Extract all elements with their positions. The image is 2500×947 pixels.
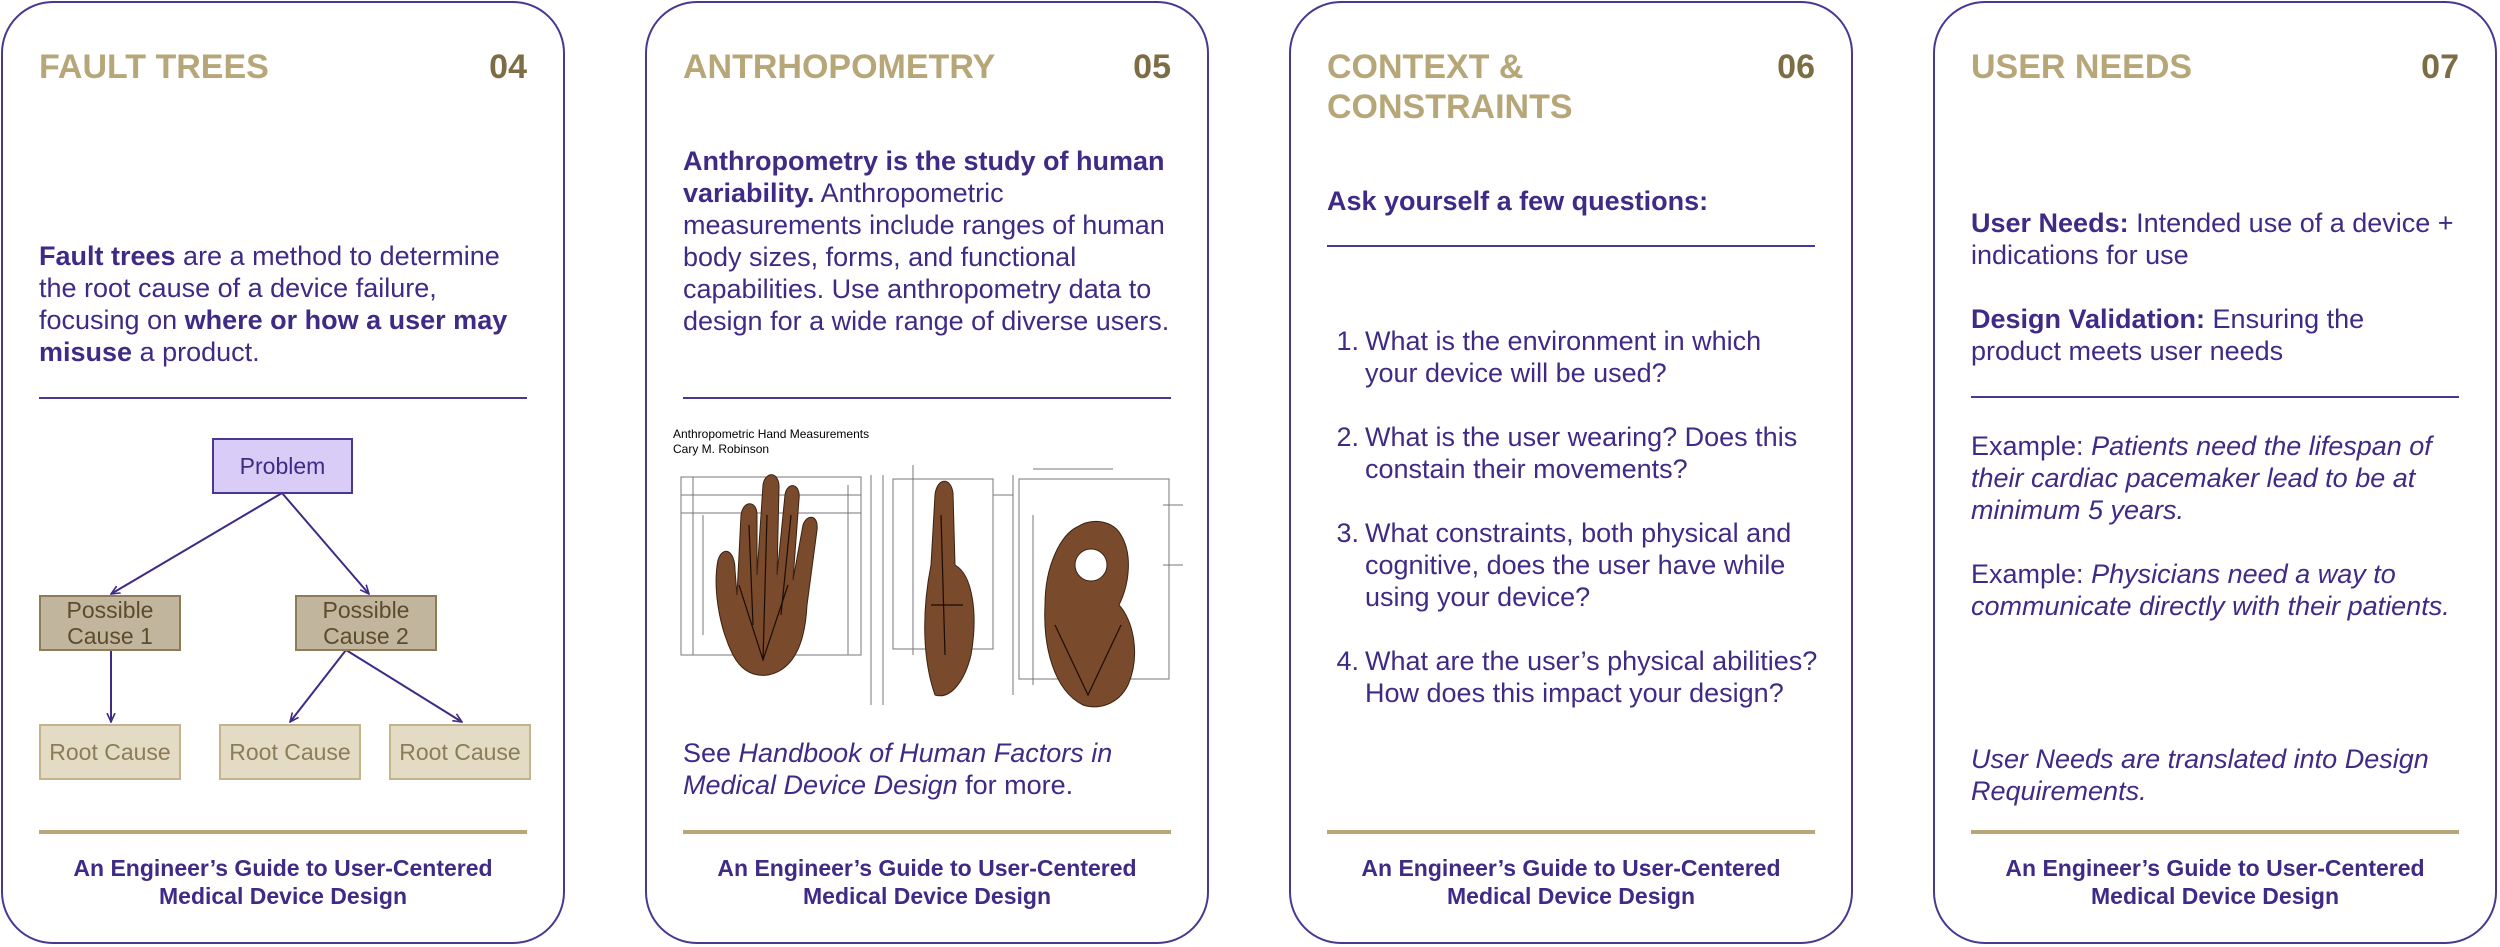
- intro-bold: Anthropometry is the study of human variability.: [683, 146, 1165, 208]
- question-text: What is the user wearing? Does this constain their movements?: [1365, 422, 1798, 484]
- edge-cause2-root2: [290, 650, 346, 722]
- figure-author: Cary M. Robinson: [673, 442, 770, 456]
- example-text: Physicians need a way to communicate directly with their patients.: [1971, 559, 2450, 621]
- example-label: Example:: [1971, 559, 2092, 589]
- footer-divider: [683, 830, 1171, 834]
- card-header: [683, 47, 1171, 147]
- footer-divider: [1327, 830, 1815, 834]
- term-design-validation: Design Validation:: [1971, 304, 2206, 334]
- footer-divider: [39, 830, 527, 834]
- node-cause1-label: Possible Cause 1: [66, 597, 154, 649]
- card-footer: An Engineer’s Guide to User-Centered Medical Device Design: [2005, 855, 2425, 909]
- node-cause2-label: Possible Cause 2: [322, 597, 410, 649]
- card-footer: An Engineer’s Guide to User-Centered Medical Device Design: [73, 855, 493, 909]
- reference-note: [683, 737, 1171, 801]
- questions-list: [1327, 325, 1821, 745]
- card-header: [1327, 47, 1815, 147]
- node-root3-label: Root Cause: [399, 739, 521, 765]
- hand-measurements-figure: [673, 427, 1187, 717]
- list-number: 4.: [1336, 646, 1359, 676]
- node-root-cause-2: [219, 724, 361, 780]
- intro-text: are a method to determine the root cause of a device failure, focusing on: [39, 241, 500, 335]
- example-2: [1971, 558, 2459, 622]
- card-anthropometry: [645, 1, 1209, 944]
- questions-prompt: Ask yourself a few questions:: [1327, 186, 1709, 216]
- card-number: 07: [2421, 48, 2459, 86]
- example-text: Patients need the lifespan of their cardiac pacemaker lead to be at minimum 5 years.: [1971, 431, 2432, 525]
- edge-cause2-root3: [346, 650, 462, 722]
- handbook-title: Handbook of Human Factors in Medical Device Design: [683, 738, 1113, 800]
- definition-user-needs: [1971, 207, 2459, 271]
- question-text: What are the user’s physical abilities? How does this impact your design?: [1365, 646, 1818, 708]
- example-label: Example:: [1971, 431, 2092, 461]
- list-number: 2.: [1336, 422, 1359, 452]
- card-title: FAULT TREES: [39, 48, 269, 86]
- card-title: ANTRHOPOMETRY: [683, 48, 996, 86]
- node-possible-cause-1: [39, 595, 181, 651]
- question-text: What is the environment in which your device will be used?: [1365, 326, 1762, 388]
- card-footer: An Engineer’s Guide to User-Centered Medical Device Design: [717, 855, 1137, 909]
- edge-problem-cause1: [111, 493, 282, 594]
- question-text: What constraints, both physical and cognitive, does the user have while using your device?: [1365, 518, 1792, 612]
- card-number: 04: [489, 48, 527, 86]
- card-header: [1971, 47, 2459, 147]
- term-fault-trees: Fault trees: [39, 241, 176, 271]
- definition-text: Ensuring the product meets user needs: [1971, 304, 2365, 366]
- emphasis-misuse: where or how a user may misuse: [39, 305, 508, 367]
- term-user-needs: User Needs:: [1971, 208, 2129, 238]
- list-number: 1.: [1336, 326, 1359, 356]
- closing-note: User Needs are translated into Design Requirements.: [1971, 744, 2429, 806]
- node-root-cause-3: [389, 724, 531, 780]
- see-suffix: for more.: [957, 770, 1074, 800]
- divider: [1971, 396, 2459, 398]
- card-intro: [683, 145, 1171, 337]
- card-title: CONTEXT & CONSTRAINTS: [1327, 48, 1573, 126]
- edge-problem-cause2: [282, 493, 369, 594]
- hand-illustration: [673, 455, 1187, 717]
- example-1: [1971, 430, 2459, 526]
- card-number: 06: [1777, 48, 1815, 86]
- card-title: USER NEEDS: [1971, 48, 2193, 86]
- card-user-needs: [1933, 1, 2497, 944]
- divider: [1327, 245, 1815, 247]
- card-fault-trees: [1, 1, 565, 944]
- definition-text: Intended use of a device + indications for use: [1971, 208, 2454, 270]
- intro-text-end: a product.: [132, 337, 260, 367]
- figure-title: Anthropometric Hand Measurements: [673, 427, 870, 441]
- node-root1-label: Root Cause: [49, 739, 171, 765]
- footer-divider: [1971, 830, 2459, 834]
- list-number: 3.: [1336, 518, 1359, 548]
- card-footer: An Engineer’s Guide to User-Centered Medical Device Design: [1361, 855, 1781, 909]
- intro-text: Anthropometric measurements include ranges of human body sizes, forms, and functional capabilities. Use anthropometry data to design for a wide range of diverse users.: [683, 178, 1170, 336]
- see-prefix: See: [683, 738, 739, 768]
- card-context-constraints: [1289, 1, 1853, 944]
- node-problem: [212, 438, 353, 494]
- divider: [683, 397, 1171, 399]
- definition-design-validation: [1971, 303, 2459, 367]
- node-possible-cause-2: [295, 595, 437, 651]
- card-number: 05: [1133, 48, 1171, 86]
- node-root-cause-1: [39, 724, 181, 780]
- node-root2-label: Root Cause: [229, 739, 351, 765]
- node-problem-label: Problem: [239, 453, 326, 479]
